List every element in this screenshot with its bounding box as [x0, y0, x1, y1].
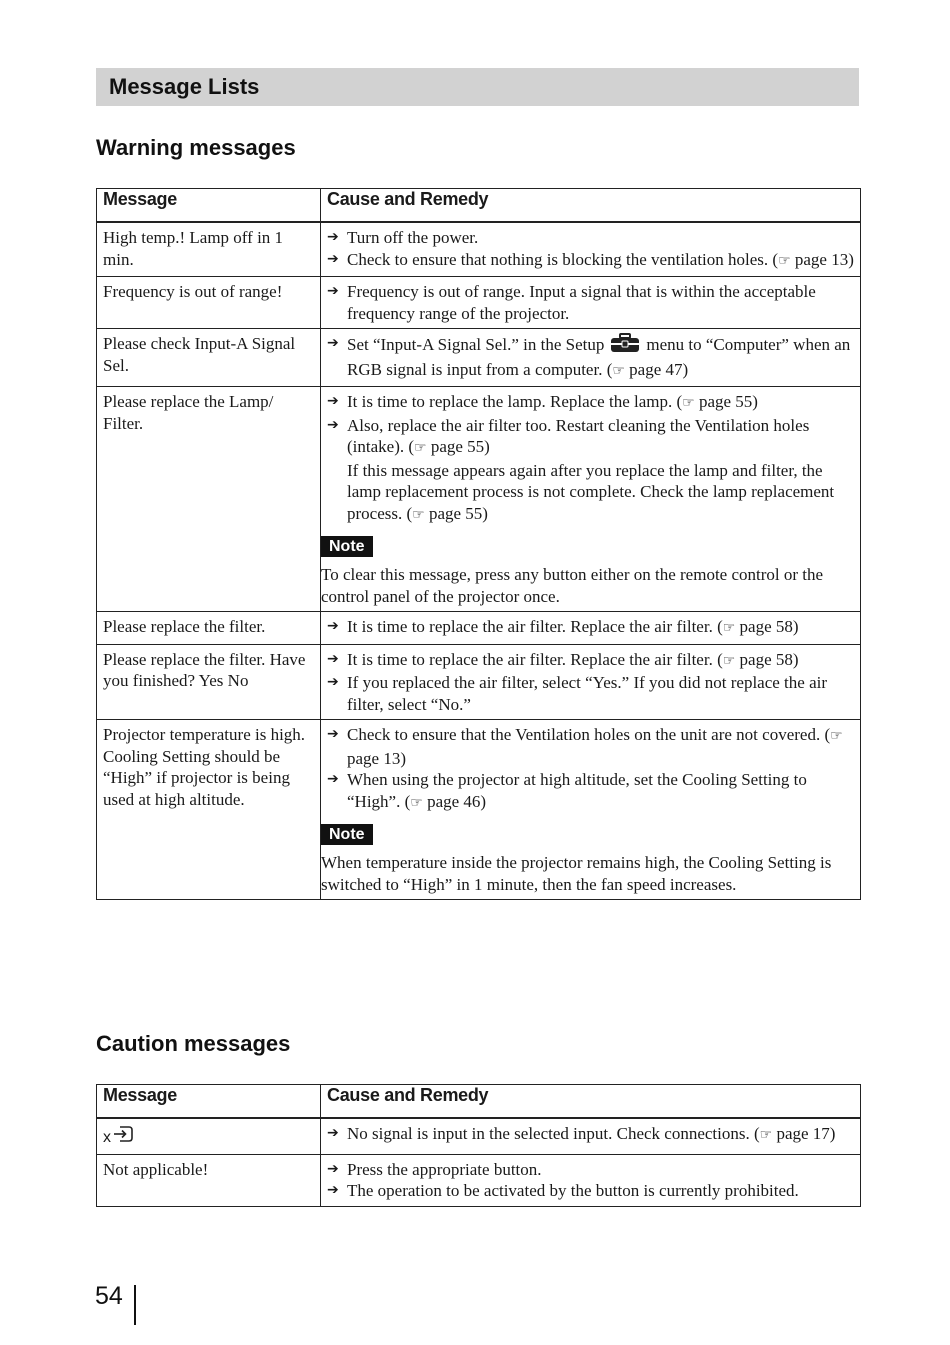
remedy-cell — [321, 644, 861, 720]
section-title: Message Lists — [109, 74, 260, 99]
right-arrow-icon: ➔ — [327, 229, 339, 245]
page-reference: page 55) — [430, 437, 490, 456]
right-arrow-icon: ➔ — [327, 771, 339, 787]
remedy-bullet: ➔ It is time to replace the air filter. Replace the air filter. (☞ page 58) — [327, 617, 799, 636]
page-reference: page 13) — [347, 748, 407, 768]
warning-heading: Warning messages — [96, 135, 296, 160]
warning-table — [96, 188, 861, 900]
col-header-message: Message — [97, 189, 321, 223]
pointing-hand-icon: ☞ — [830, 728, 843, 744]
pointing-hand-icon: ☞ — [759, 1127, 773, 1143]
pointing-hand-icon: ☞ — [722, 652, 736, 669]
page-reference: page 55) — [428, 503, 488, 523]
table-row — [97, 644, 861, 720]
remedy-cell — [321, 387, 861, 612]
right-arrow-icon: ➔ — [327, 674, 339, 690]
caution-table — [96, 1084, 861, 1207]
note-label: Note — [321, 824, 373, 845]
right-arrow-icon: ➔ — [327, 650, 339, 667]
pointing-hand-icon: ☞ — [412, 506, 425, 523]
message-cell: High temp.! Lamp off in 1 min. — [97, 222, 321, 277]
caution-table-header — [97, 1085, 861, 1119]
remedy-cell — [321, 277, 861, 329]
remedy-cell — [321, 1154, 861, 1206]
remedy-cell — [321, 612, 861, 645]
table-row — [97, 1154, 861, 1206]
remedy-bullet: ➔ Turn off the power. — [327, 228, 479, 247]
input-arrow-icon — [112, 1125, 134, 1150]
page-reference: page 46) — [427, 791, 487, 811]
right-arrow-icon: ➔ — [327, 1125, 339, 1141]
page-reference: page 58) — [739, 617, 799, 636]
table-row — [97, 277, 861, 329]
pointing-hand-icon: ☞ — [778, 252, 791, 269]
table-row — [97, 222, 861, 277]
table-row — [97, 1118, 861, 1154]
remedy-bullet: ➔ Frequency is out of range. Input a signal that is within the acceptable frequency range of the projector. — [327, 282, 816, 323]
remedy-bullet: ➔ Check to ensure that the Ventilation holes on the unit are not covered. (☞ page 13) — [327, 725, 843, 768]
col-header-message: Message — [97, 1085, 321, 1119]
remedy-bullet: ➔ Check to ensure that nothing is blocking the ventilation holes. (☞ page 13) — [327, 249, 854, 269]
page-reference: page 58) — [739, 649, 799, 669]
remedy-bullet: ➔ When using the projector at high altitude, set the Cooling Setting to “High”. (☞ page 46) — [327, 770, 807, 811]
remedy-cell — [321, 222, 861, 277]
remedy-bullet: ➔ It is time to replace the lamp. Replace the lamp. (☞ page 55) — [327, 392, 758, 411]
no-signal-x: x — [103, 1128, 111, 1146]
remedy-cell — [321, 1118, 861, 1154]
pointing-hand-icon: ☞ — [410, 794, 423, 811]
message-cell: Please replace the Lamp/ Filter. — [97, 387, 321, 612]
note-label: Note — [321, 536, 373, 557]
right-arrow-icon: ➔ — [327, 250, 339, 267]
page-reference: page 17) — [776, 1124, 836, 1143]
message-cell: Frequency is out of range! — [97, 277, 321, 329]
pointing-hand-icon: ☞ — [682, 395, 695, 411]
remedy-cell — [321, 720, 861, 900]
col-header-remedy: Cause and Remedy — [321, 1085, 861, 1119]
right-arrow-icon: ➔ — [327, 1160, 339, 1177]
page-reference: page 55) — [698, 392, 758, 411]
remedy-bullet: ➔ The operation to be activated by the button is currently prohibited. — [327, 1181, 799, 1200]
remedy-bullet: ➔ Also, replace the air filter too. Restart cleaning the Ventilation holes (intake). (☞ page 55) — [327, 415, 810, 456]
remedy-cell — [321, 329, 861, 387]
right-arrow-icon: ➔ — [327, 726, 339, 742]
page-number-divider — [134, 1285, 136, 1325]
right-arrow-icon: ➔ — [327, 618, 339, 634]
right-arrow-icon: ➔ — [327, 283, 339, 299]
col-header-remedy: Cause and Remedy — [321, 189, 861, 223]
remedy-bullet: ➔ Set “Input-A Signal Sel.” in the Setup menu to “Computer” when an RGB signal is input from a computer. (☞ page 47) — [327, 335, 851, 379]
caution-heading: Caution messages — [96, 1031, 291, 1056]
remedy-extra: If this message appears again after you replace the lamp and filter, the lamp replacement process is not complete. Check the lamp replacement process. (☞ page 55) — [347, 460, 835, 523]
right-arrow-icon: ➔ — [327, 1182, 339, 1198]
right-arrow-icon: ➔ — [327, 416, 339, 433]
note-text: To clear this message, press any button either on the remote control or the control panel of the projector once. — [321, 565, 824, 606]
warning-table-header — [97, 189, 861, 223]
remedy-bullet: ➔ No signal is input in the selected input. Check connections. (☞ page 17) — [327, 1124, 836, 1143]
message-cell — [97, 1118, 321, 1154]
table-row — [97, 387, 861, 612]
pointing-hand-icon: ☞ — [722, 620, 736, 636]
remedy-bullet: ➔ Press the appropriate button. — [327, 1159, 542, 1179]
pointing-hand-icon: ☞ — [414, 440, 427, 456]
section-title-bar — [96, 68, 859, 106]
toolbox-icon — [610, 333, 640, 359]
pointing-hand-icon: ☞ — [612, 362, 625, 379]
message-cell: Please replace the filter. — [97, 612, 321, 645]
right-arrow-icon: ➔ — [327, 393, 339, 409]
right-arrow-icon: ➔ — [327, 335, 339, 351]
remedy-bullet: ➔ It is time to replace the air filter. Replace the air filter. (☞ page 58) — [327, 649, 799, 669]
page-reference: page 47) — [629, 359, 689, 379]
no-signal-indicator — [103, 1125, 134, 1150]
table-row — [97, 612, 861, 645]
remedy-bullet: ➔ If you replaced the air filter, select “Yes.” If you did not replace the air filter, select “No.” — [327, 673, 828, 714]
note-text: When temperature inside the projector remains high, the Cooling Setting is switched to “High” in 1 minute, then the fan speed increases. — [321, 853, 832, 894]
message-cell: Projector temperature is high. Cooling Setting should be “High” if projector is being used at high altitude. — [97, 720, 321, 900]
message-cell: Please replace the filter. Have you finished? Yes No — [97, 644, 321, 720]
table-row — [97, 329, 861, 387]
message-cell: Not applicable! — [97, 1154, 321, 1206]
page-reference: page 13) — [794, 249, 854, 269]
table-row — [97, 720, 861, 900]
page-number: 54 — [95, 1282, 123, 1310]
message-cell: Please check Input-A Signal Sel. — [97, 329, 321, 387]
